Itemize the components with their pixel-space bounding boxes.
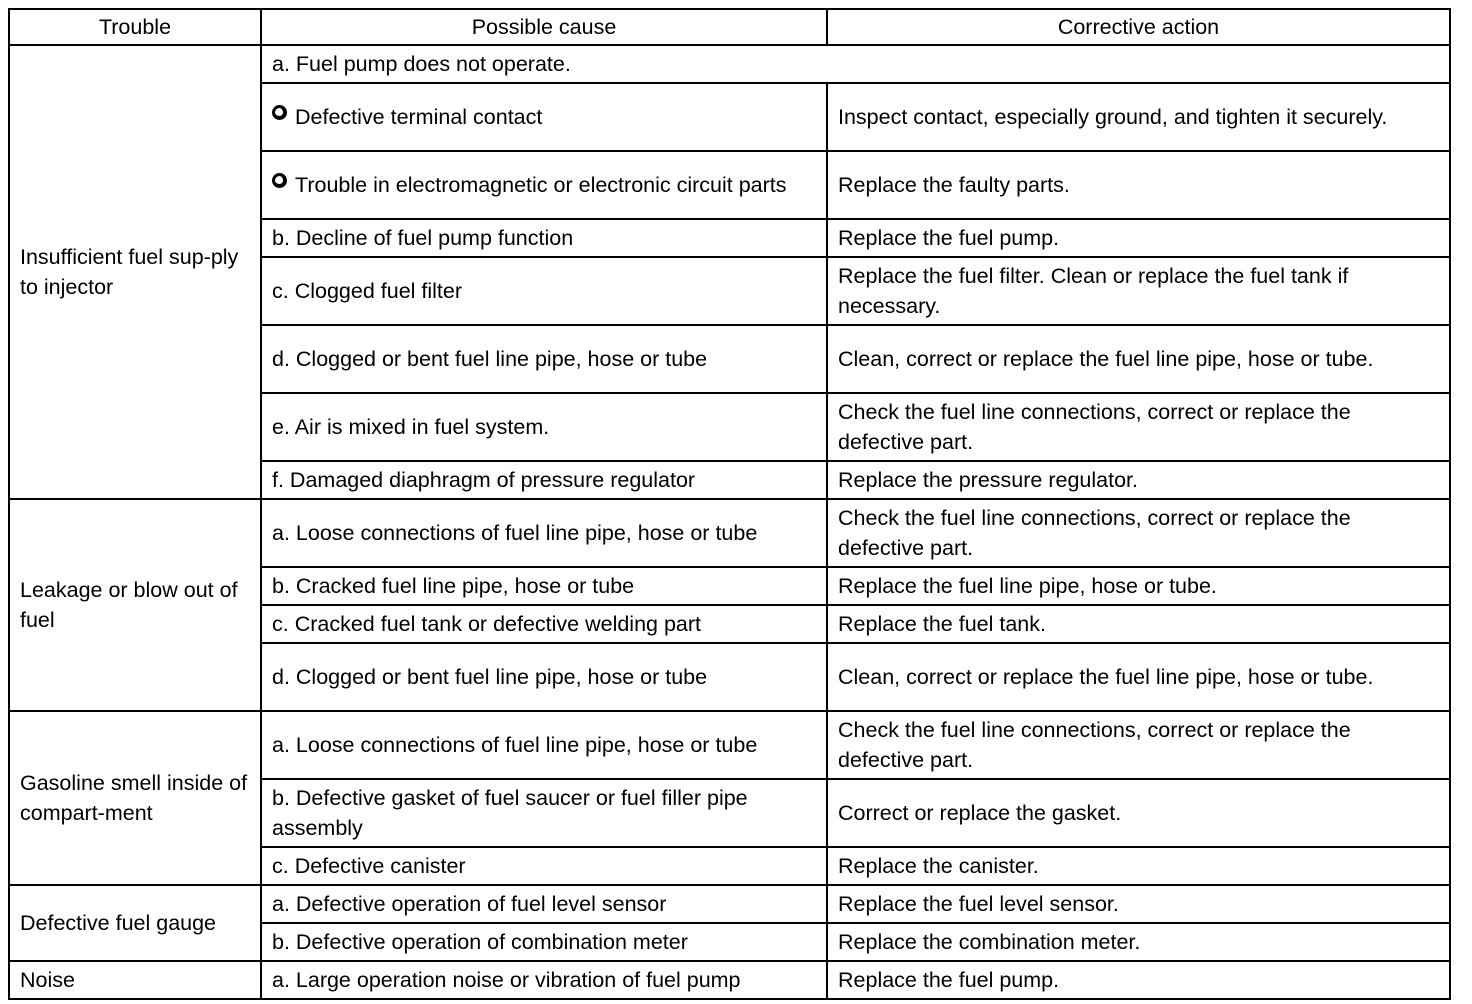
trouble-cell: Gasoline smell inside of compart-ment [9,711,261,885]
cause-cell: d. Clogged or bent fuel line pipe, hose or tube [261,325,827,393]
cause-cell [261,151,827,219]
table-row [9,499,1450,567]
cause-cell: c. Cracked fuel tank or defective welding part [261,605,827,643]
action-cell: Clean, correct or replace the fuel line pipe, hose or tube. [827,643,1450,711]
circle-bullet-icon [272,173,287,188]
cause-cell [261,83,827,151]
cause-cell: b. Decline of fuel pump function [261,219,827,257]
cause-cell: e. Air is mixed in fuel system. [261,393,827,461]
action-cell: Replace the fuel tank. [827,605,1450,643]
cause-cell: a. Defective operation of fuel level sensor [261,885,827,923]
action-cell: Replace the fuel pump. [827,219,1450,257]
action-cell: Replace the fuel filter. Clean or replace the fuel tank if necessary. [827,257,1450,325]
action-cell: Replace the fuel level sensor. [827,885,1450,923]
cause-cell: c. Clogged fuel filter [261,257,827,325]
table-row [9,45,1450,83]
circle-bullet-icon [272,105,287,120]
action-cell: Check the fuel line connections, correct or replace the defective part. [827,711,1450,779]
action-cell: Replace the combination meter. [827,923,1450,961]
trouble-cell: Noise [9,961,261,999]
trouble-cell: Defective fuel gauge [9,885,261,961]
header-trouble: Trouble [9,9,261,45]
action-cell: Correct or replace the gasket. [827,779,1450,847]
action-cell: Replace the pressure regulator. [827,461,1450,499]
cause-text: Trouble in electromagnetic or electronic circuit parts [295,173,787,197]
action-cell: Replace the fuel pump. [827,961,1450,999]
cause-cell: a. Fuel pump does not operate. [261,45,1450,83]
header-row [9,9,1450,45]
troubleshooting-table [8,8,1451,1000]
cause-cell: a. Large operation noise or vibration of fuel pump [261,961,827,999]
cause-text: Defective terminal contact [295,105,543,129]
cause-cell: d. Clogged or bent fuel line pipe, hose or tube [261,643,827,711]
table-row [9,711,1450,779]
cause-cell: c. Defective canister [261,847,827,885]
table-row [9,961,1450,999]
cause-cell: f. Damaged diaphragm of pressure regulator [261,461,827,499]
trouble-label: Insufficient fuel sup-ply to injector [20,245,239,299]
action-cell: Inspect contact, especially ground, and tighten it securely. [827,83,1450,151]
cause-cell: b. Defective gasket of fuel saucer or fuel filler pipe assembly [261,779,827,847]
cause-cell: b. Defective operation of combination meter [261,923,827,961]
action-cell: Check the fuel line connections, correct or replace the defective part. [827,393,1450,461]
action-cell: Clean, correct or replace the fuel line pipe, hose or tube. [827,325,1450,393]
action-cell: Replace the fuel line pipe, hose or tube. [827,567,1450,605]
trouble-cell [9,45,261,499]
action-cell: Replace the canister. [827,847,1450,885]
header-possible-cause: Possible cause [261,9,827,45]
action-cell: Check the fuel line connections, correct or replace the defective part. [827,499,1450,567]
trouble-cell: Leakage or blow out of fuel [9,499,261,711]
cause-cell: a. Loose connections of fuel line pipe, hose or tube [261,499,827,567]
cause-cell: b. Cracked fuel line pipe, hose or tube [261,567,827,605]
cause-cell: a. Loose connections of fuel line pipe, hose or tube [261,711,827,779]
action-cell: Replace the faulty parts. [827,151,1450,219]
table-row [9,885,1450,923]
header-corrective-action: Corrective action [827,9,1450,45]
